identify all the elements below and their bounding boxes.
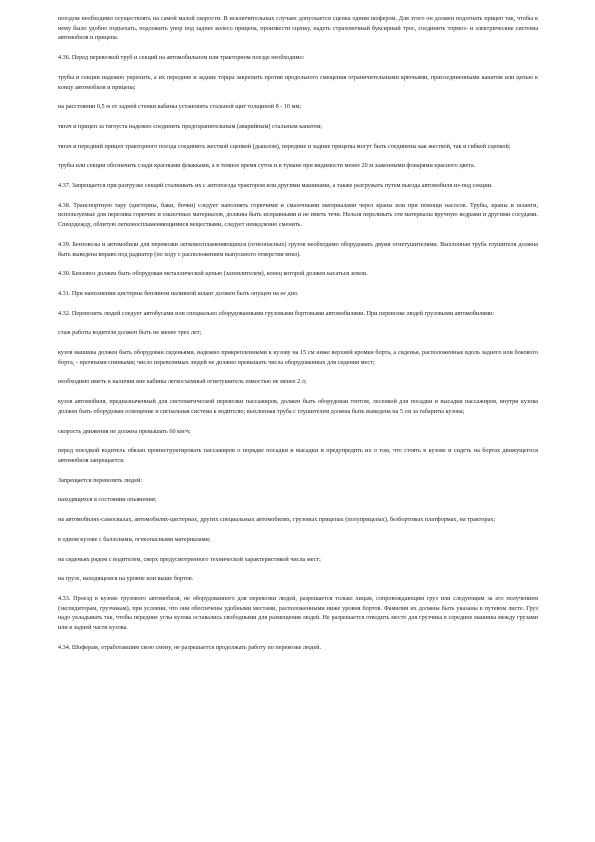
section-4-38: 4.38. Транспортную тару (цистерны, баки, бочки) следует наполнять горючими и смазочными материалами через краны или при помощи насосов. Трубы, краны и шланги, используемые для перелива горючих и смазочных материалов, должны быть исправными и не иметь течи. Нельзя переливать эти материалы вручную ведрами и другими сосудами. Спецодежду, облитую легковоспламеняющимися веществами, следует немедленно сменить. (58, 201, 538, 229)
section-4-34: 4.34. Шоферам, отработавшим свою смену, не разрешается продолжать работу по перевозке людей. (58, 643, 322, 651)
list-item: необходимо иметь в наличии вне кабины легкосъемный огнетушитель емкостью не менее 2 л; (58, 378, 307, 386)
list-item: кузов автомобиля, предназначенный для систематической перевозки пассажиров, должен быть оборудован тентом, лесенкой для посадки и высадки пассажиров, внутри кузова должен быть оборудован освещение и сигнальная система к водителю; выхлопная труба с глушителем должна быть выведена на 5 см за габариты кузова; (58, 398, 538, 415)
list-item: на автомобилях-самосвалах, автомобилях-цистернах, других специальных автомобилях, грузовых прицепах (полуприцепах), безбортовых платформах, на тракторах; (58, 516, 496, 524)
paragraph: поездом необходимо осуществлять на самой малой скорости. В исключительных случаях допускается сцепка одним шофером. Для этого он должен подогнать прицеп так, чтобы к нему было удобно подъехать, подложить упор под заднее колесо прицепа, произвести сцепку, надеть страховочный буксирный трос, соединить тормоз- и электрические системы автомобиля и прицепа. (58, 15, 538, 42)
document-body (58, 14, 538, 662)
paragraph: тягач и прицеп за тягоуста надежно соединить предохранительным (аварийным) стальным канатом; (58, 122, 322, 130)
list-item: стаж работы водителя должен быть не менее трех лет; (58, 329, 202, 337)
list-item: перед поездкой водитель обязан проинструктировать пассажиров о порядке посадки и высадки и предупредить их о том, что стоять в кузове и сидеть на бортах движущегося автомобиля запрещается. (58, 447, 538, 464)
paragraph: трубы или секции обозначить сзади красными флажками, а в темное время суток и в тумане при видимости менее 20 м заженными фонарями красного цвета. (58, 162, 476, 170)
section-heading-4-36: 4.36. Перед перевозкой труб и секций на автомобильном или тракторном поезде необходимо: (58, 54, 305, 62)
paragraph: Запрещается перевозить людей: (58, 476, 143, 484)
list-item: в одном кузове с баллонами, огнеопасными материалами; (58, 535, 211, 543)
list-item: находящихся в состоянии опьянения; (58, 496, 157, 504)
list-item: скорость движения не должна превышать 60 км/ч; (58, 427, 191, 435)
list-item: кузов машины должен быть оборудован сиденьями, надежно прикрепленными к кузову на 15 см ниже верхней кромки борта, а сиденья, расположенные вдоль заднего или бокового борта, - прочными спинками; число перевозимых людей не должно превышать числа оборудованных для сидения мест; (58, 349, 538, 366)
list-item: на грузе, находящемся на уровне или выше бортов. (58, 575, 194, 583)
paragraph: на расстоянии 0,5 м от задней стенки кабины установить стальной щит толщиной 8 - 10 мм; (58, 103, 302, 111)
section-4-33: 4.33. Проезд в кузове грузового автомобиля, не оборудованного для перевозки людей, разрешается только лицам, сопровождающим груз или следующим за его получением (экспедиторам, грузчикам), при условии, что они обеспечены удобными местами, расположенными ниже уровня бортов. Фамилии их должны быть указаны в путевом листе. Груз надо укладывать так, чтобы передние углы кузова оставались свободными для размещения людей. Не разрешается отводить место для грузчика в середине машины между грузами или в задней части кузова. (58, 594, 538, 632)
section-4-30: 4.30. Бензовоз должен быть оборудован металлической цепью (заземлителем), конец которой должен касаться земли. (58, 270, 368, 278)
list-item: на сиденьях рядом с водителем, сверх предусмотренного технической характеристикой числа мест; (58, 555, 321, 563)
section-4-37: 4.37. Запрещается при разгрузке секций сталкивать их с автопоезда трактором или другими машинами, а также разгружать путем выезда автомобиля из-под секции. (58, 182, 493, 190)
section-4-32: 4.32. Перевозить людей следует автобусами или специально оборудованными грузовыми бортовыми автомобилями. При перевозке людей грузовыми автомобилями: (58, 309, 495, 317)
section-4-39: 4.39. Бензовозы и автомобили для перевозки легковоспламеняющихся (огнеопасных) грузов необходимо оборудовать двумя огнетушителями. Выхлопная труба глушителя должна быть выведена вправо под радиатор (по ходу с расположением выпускного отверстия вниз). (58, 240, 538, 258)
paragraph: тягач и передний прицеп тракторного поезда соединить жесткой сцепкой (дышлом), передние и задние прицепы могут быть соединены как жесткой, так и гибкой сцепкой; (58, 142, 511, 150)
paragraph: трубы и секции надежно укрепить, а их передние и задние торцы закрепить против продольного смещения ограничительными крючьями, присоединенными канатом или цепью к концу автомобиля и прицепа; (58, 73, 538, 91)
section-4-31: 4.31. При наполнении цистерны бензином наливной шланг должен быть опущен на ее дно. (58, 289, 299, 297)
